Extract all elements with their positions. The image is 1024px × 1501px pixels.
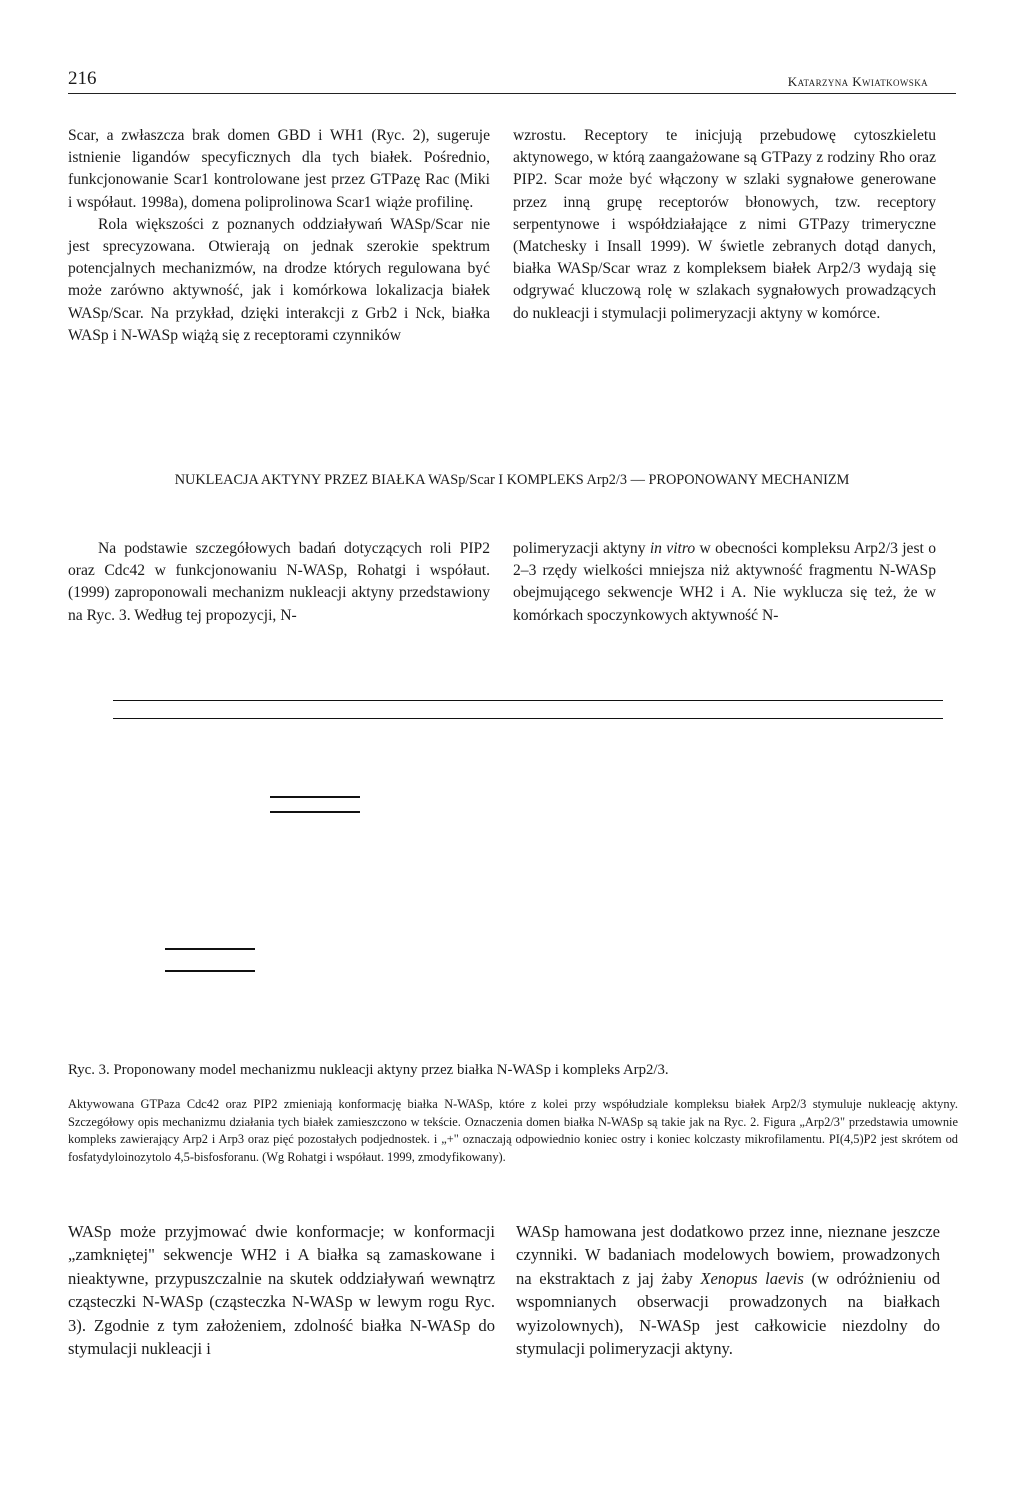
paragraph: WASp może przyjmować dwie konformacje; w konformacji „zamkniętej" sekwencje WH2 i A białka są zamaskowane i nieaktywne, przypuszczalnie na skutek oddziaływań wewnątrz cząsteczki N-WASp (cząsteczka N-WASp w lewym rogu Ryc. 3). Zgodnie z tym założeniem, zdolność białka N-WASp do stymulacji nukleacji i <box>68 1222 495 1359</box>
figure-rule <box>165 970 255 972</box>
figure-rule <box>270 811 360 813</box>
column-top-right <box>513 125 936 325</box>
figure-rule <box>113 718 943 719</box>
column-mid-left <box>68 538 490 627</box>
running-head: Katarzyna Kwiatkowska <box>787 74 928 89</box>
column-bottom-left <box>68 1220 495 1360</box>
paragraph: wzrostu. Receptory te inicjują przebudowę cytoszkieletu aktynowego, w którą zaangażowane są GTPazy z rodziny Rho oraz PIP2. Scar może być włączony w szlaki sygnałowe generowane przez inną grupę receptorów błonowych, tzw. receptory serpentynowe i współdziałające z nimi GTPazy trimeryczne (Matchesky i Insall 1999). W świetle zebranych dotąd danych, białka WASp/Scar wraz z kompleksem białek Arp2/3 wydają się odgrywać kluczową rolę w szlakach sygnałowych prowadzących do nukleacji i stymulacji polimeryzacji aktyny w komórce. <box>513 127 936 322</box>
page-header <box>68 68 956 96</box>
figure-rule <box>165 948 255 950</box>
paragraph: Rola większości z poznanych oddziaływań WASp/Scar nie jest sprecyzowana. Otwierają on jednak szerokie spektrum potencjalnych mechanizmów, na drodze których regulowana być może zarówno aktywność, jak i komórkowa lokalizacja białek WASp/Scar. Na przykład, dzięki interakcji z Grb2 i Nck, białka WASp i N-WASp wiążą się z receptorami czynników <box>68 215 490 344</box>
column-top-left <box>68 125 490 347</box>
column-bottom-right <box>516 1220 940 1360</box>
header-rule <box>68 93 956 94</box>
figure-caption-body: Aktywowana GTPaza Cdc42 oraz PIP2 zmieniają konformację białka N-WASp, które z kolei przy współudziale kompleksu białek Arp2/3 stymuluje nukleację aktyny. Szczegółowy opis mechanizmu działania tych białek zamieszczono w tekście. Oznaczenia domen białka N-WASp są takie jak na Ryc. 2. Figura „Arp2/3" przedstawia umownie kompleks zawierający Arp2 i Arp3 oraz pięć pozostałych podjednostek. i „+" oznaczają odpowiednio koniec ostry i koniec kolczasty mikrofilamentu. PI(4,5)P2 jest skrótem od fosfatydyloinozytolo 4,5-bisfosforanu. (Wg Rohatgi i współaut. 1999, zmodyfikowany). <box>68 1097 958 1164</box>
paragraph: Scar, a zwłaszcza brak domen GBD i WH1 (Ryc. 2), sugeruje istnienie ligandów specyficznych dla tych białek. Pośrednio, funkcjonowanie Scar1 kontrolowane jest przez GTPazę Rac (Miki i współaut. 1998a), domena poliprolinowa Scar1 wiąże profilinę. <box>68 127 490 211</box>
figure-rule <box>270 796 360 798</box>
page-number: 216 <box>68 68 97 89</box>
paragraph: polimeryzacji aktyny in vitro w obecności kompleksu Arp2/3 jest o 2–3 rzędy wielkości mniejsza niż aktywność fragmentu N-WASp obejmującego sekwencje WH2 i A. Nie wyklucza się też, że w komórkach spoczynkowych aktywność N- <box>513 540 936 624</box>
figure-caption-title: Ryc. 3. Proponowany model mechanizmu nukleacji aktyny przez białka N-WASp i kompleks Arp2/3. <box>68 1062 669 1078</box>
column-mid-right <box>513 538 936 627</box>
figure-3 <box>120 700 920 850</box>
figure-rule <box>113 700 943 701</box>
paragraph: Na podstawie szczegółowych badań dotyczących roli PIP2 oraz Cdc42 w funkcjonowaniu N-WASp, Rohatgi i współaut. (1999) zaproponowali mechanizm nukleacji aktyny przedstawiony na Ryc. 3. Według tej propozycji, N- <box>68 540 490 624</box>
paragraph: WASp hamowana jest dodatkowo przez inne, nieznane jeszcze czynniki. W badaniach modelowych bowiem, prowadzonych na ekstraktach z jaj żaby Xenopus laevis (w odróżnieniu od wspomnianych obserwacji prowadzonych na białkach wyizolownych), N-WASp jest całkowicie niezdolny do stymulacji polimeryzacji aktyny. <box>516 1222 940 1359</box>
section-title: NUKLEACJA AKTYNY PRZEZ BIAŁKA WASp/Scar I KOMPLEKS Arp2/3 — PROPONOWANY MECHANIZM <box>174 472 850 488</box>
